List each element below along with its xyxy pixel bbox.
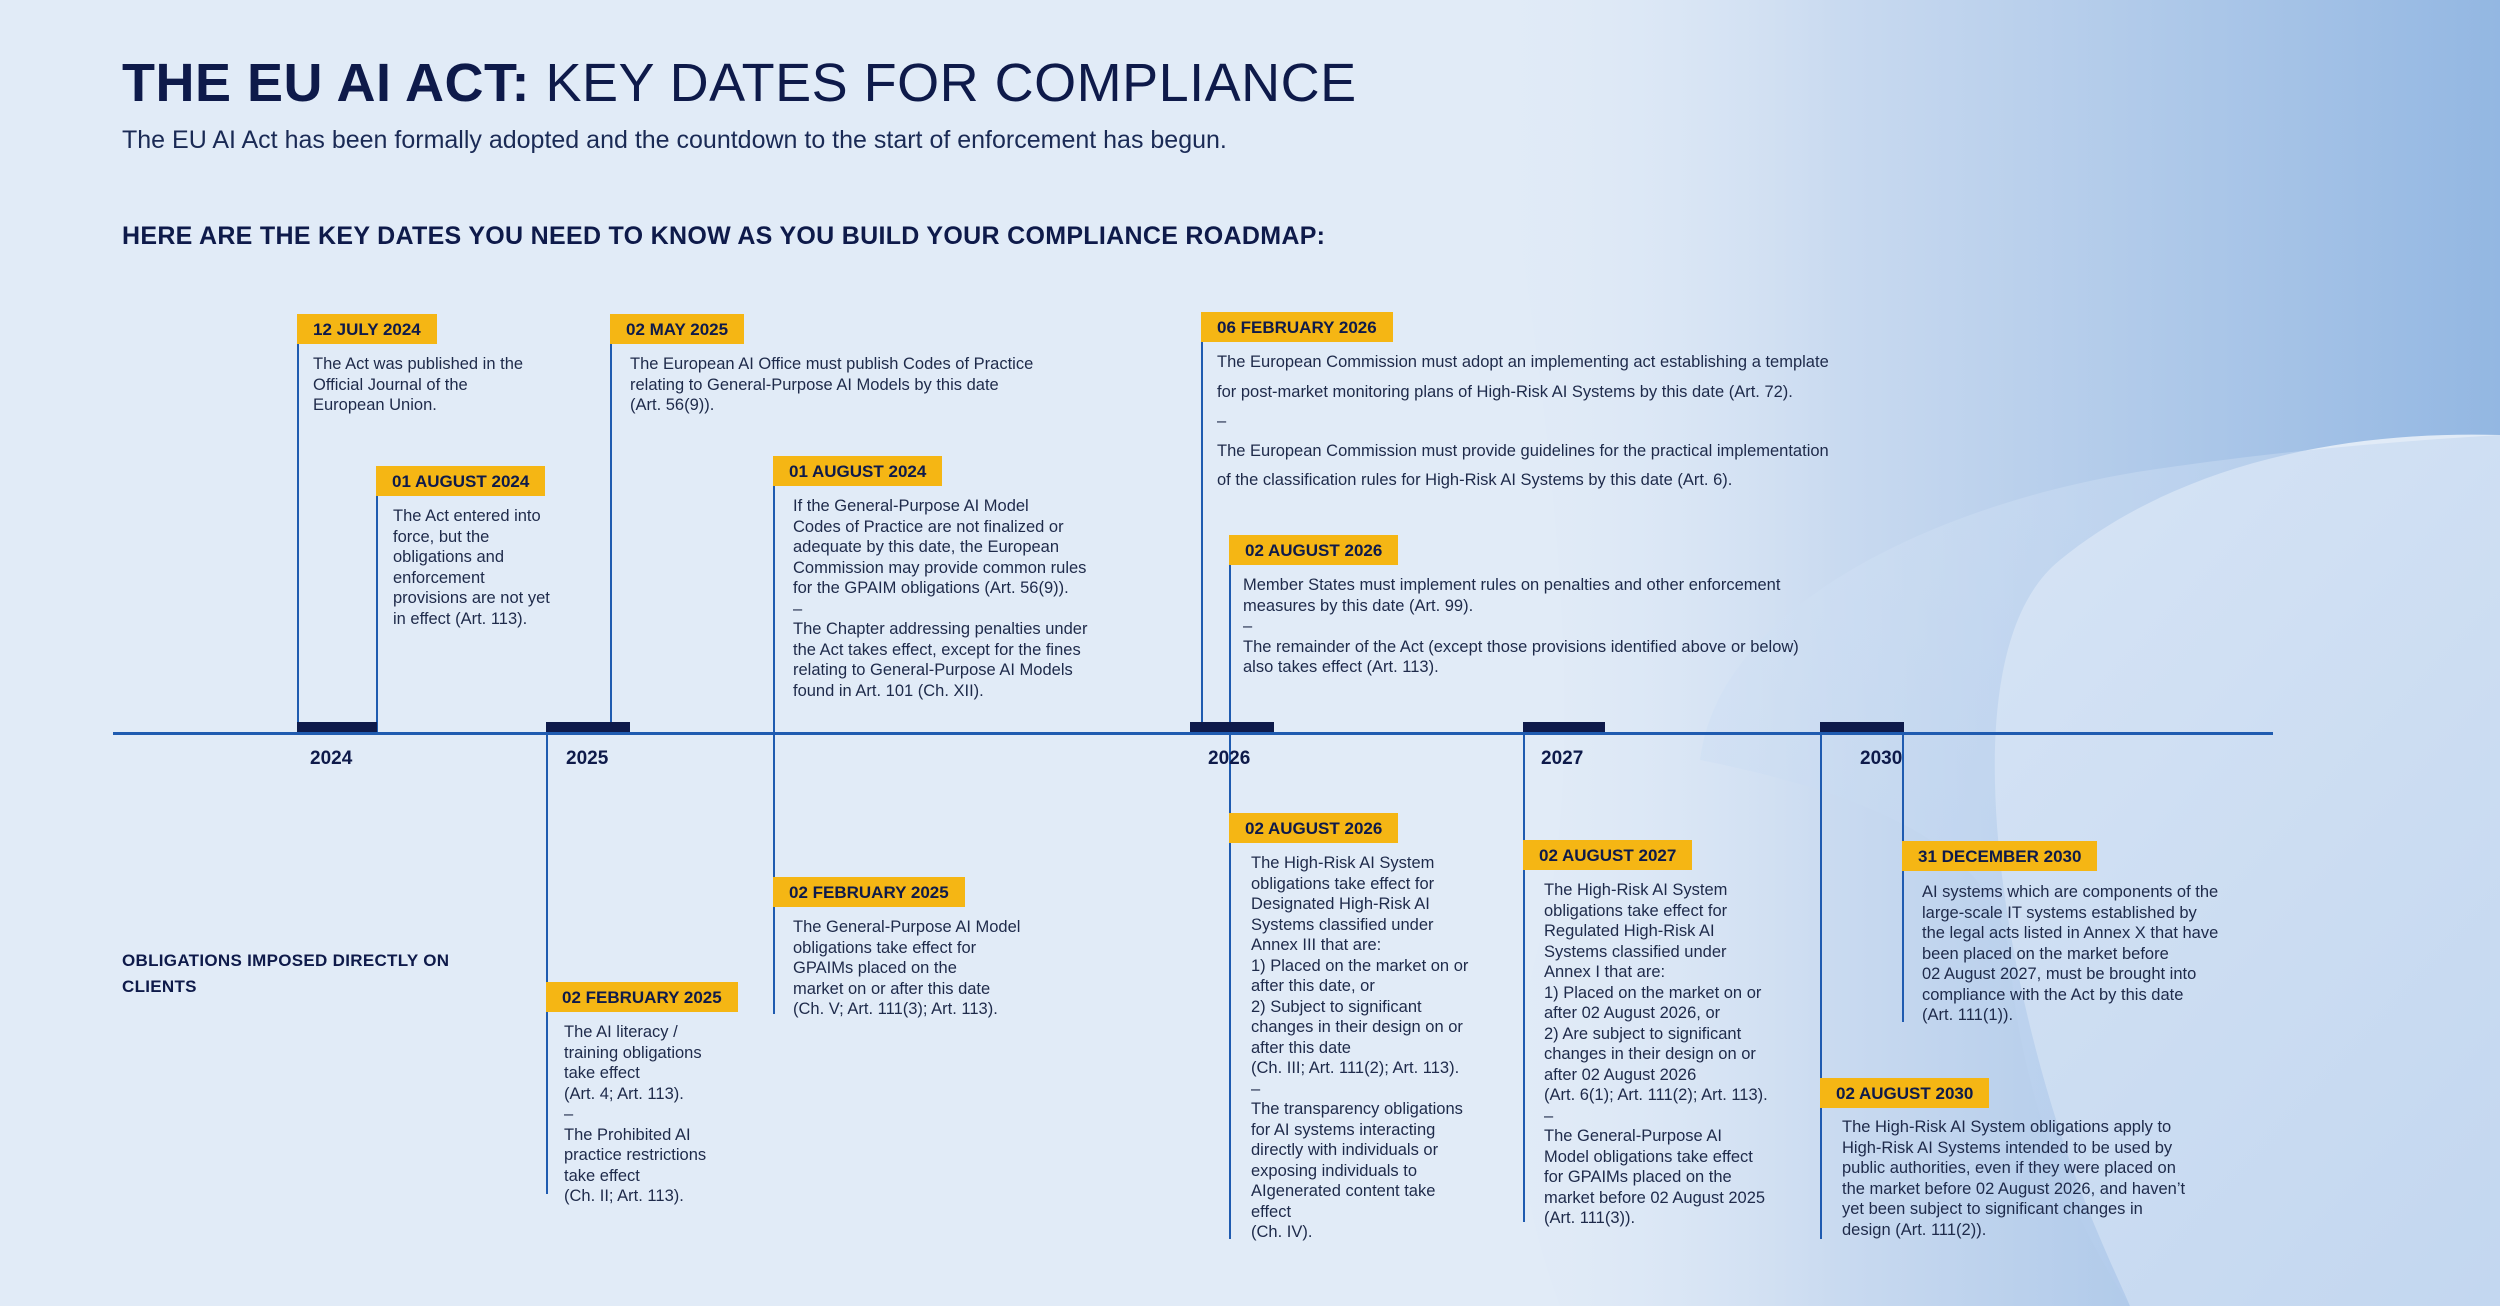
year-marker-2025 <box>546 722 630 732</box>
page-title: THE EU AI ACT: KEY DATES FOR COMPLIANCE <box>122 53 1357 113</box>
connector-line <box>1902 734 1904 1022</box>
milestone-date-tag: 06 FEBRUARY 2026 <box>1201 312 1393 342</box>
milestone-date-tag: 02 AUGUST 2030 <box>1820 1078 1989 1108</box>
milestone-date-tag: 02 FEBRUARY 2025 <box>546 982 738 1012</box>
milestone-description: The European AI Office must publish Codes of Practice relating to General-Purpose AI Models by this date (Art. 56(9)). <box>630 355 1034 414</box>
milestone-date-tag: 31 DECEMBER 2030 <box>1902 841 2097 871</box>
year-marker-2026 <box>1190 722 1274 732</box>
year-label: 2027 <box>1541 748 1584 769</box>
milestone-description: The High-Risk AI System obligations take effect for Regulated High-Risk AI Systems classified under Annex I that are: 1) Placed on the market on or after 02 August 2026, or 2) Are subject to significant changes in their design on or after 02 August 2026 (Art. 6(1); Art. 111(2); Art. 113). – The General-Purpose AI Model obligations take effect for GPAIMs placed on the market before 02 August 2025 (Art. 111(3)). <box>1544 881 1768 1227</box>
milestone-date-tag: 02 AUGUST 2027 <box>1523 840 1692 870</box>
connector-line <box>1229 734 1231 1239</box>
page-subtitle: The EU AI Act has been formally adopted and the countdown to the start of enforcement has begun. <box>122 126 1227 154</box>
milestone-description: The High-Risk AI System obligations take effect for Designated High-Risk AI Systems classified under Annex III that are: 1) Placed on the market on or after this date, or 2) Subject to significant changes in their design on or after this date (Ch. III; Art. 111(2); Art. 113). – The transparency obligations for AI systems interacting directly with individuals or exposing individuals to AIgenerated content take effect (Ch. IV). <box>1251 854 1469 1241</box>
year-marker-2027 <box>1523 722 1605 732</box>
milestone-date-tag: 01 AUGUST 2024 <box>376 466 545 496</box>
connector-line <box>610 314 612 734</box>
connector-line <box>773 456 775 734</box>
connector-line <box>546 734 548 1194</box>
connector-line <box>1201 312 1203 734</box>
year-marker-2024 <box>297 722 377 732</box>
connector-line <box>297 314 299 734</box>
milestone-description: The AI literacy / training obligations take effect (Art. 4; Art. 113). – The Prohibited AI practice restrictions take effect (Ch. II; Art. 113). <box>564 1023 707 1205</box>
milestone-description: Member States must implement rules on penalties and other enforcement measures by this date (Art. 99). – The remainder of the Act (except those provisions identified above or below) also takes effect (Art. 113). <box>1243 576 1799 676</box>
year-label: 2030 <box>1860 748 1903 769</box>
milestone-date-tag: 01 AUGUST 2024 <box>773 456 942 486</box>
section-heading: HERE ARE THE KEY DATES YOU NEED TO KNOW AS YOU BUILD YOUR COMPLIANCE ROADMAP: <box>122 222 1326 250</box>
milestone-description: The Act entered into force, but the obligations and enforcement provisions are not yet in effect (Art. 113). <box>393 507 550 628</box>
connector-line <box>376 466 378 734</box>
connector-line <box>773 734 775 1014</box>
year-marker-2030 <box>1820 722 1904 732</box>
timeline-axis <box>113 732 2273 735</box>
milestone-date-tag: 12 JULY 2024 <box>297 314 437 344</box>
milestone-description: The Act was published in the Official Journal of the European Union. <box>313 355 524 414</box>
milestone-date-tag: 02 AUGUST 2026 <box>1229 813 1398 843</box>
milestone-description: If the General-Purpose AI Model Codes of Practice are not finalized or adequate by this date, the European Commission may provide common rules for the GPAIM obligations (Art. 56(9)). – The Chapter addressing penalties under the Act takes effect, except for the fines relating to General-Purpose AI Models found in Art. 101 (Ch. XII). <box>793 497 1088 700</box>
milestone-description: The General-Purpose AI Model obligations take effect for GPAIMs placed on the market on or after this date (Ch. V; Art. 111(3); Art. 113). <box>793 918 1021 1018</box>
milestone-description: AI systems which are components of the large-scale IT systems established by the legal acts listed in Annex X that have been placed on the market before 02 August 2027, must be brought into compliance with the Act by this date (Art. 111(1)). <box>1922 883 2219 1024</box>
year-label: 2025 <box>566 748 609 769</box>
milestone-date-tag: 02 MAY 2025 <box>610 314 744 344</box>
clients-obligations-label: OBLIGATIONS IMPOSED DIRECTLY ON CLIENTS <box>122 951 450 996</box>
year-label: 2024 <box>310 748 353 769</box>
year-label: 2026 <box>1208 748 1251 769</box>
milestone-description: The High-Risk AI System obligations apply to High-Risk AI Systems intended to be used by public authorities, even if they were placed on the market before 02 August 2026, and haven’t yet been subject to significant changes in design (Art. 111(2)). <box>1842 1118 2186 1239</box>
milestone-description: The European Commission must adopt an implementing act establishing a template for post-market monitoring plans of High-Risk AI Systems by this date (Art. 72). – The European Commission must provide guidelines for the practical implementation of the classification rules for High-Risk AI Systems by this date (Art. 6). <box>1217 353 1829 489</box>
milestone-date-tag: 02 AUGUST 2026 <box>1229 535 1398 565</box>
milestone-date-tag: 02 FEBRUARY 2025 <box>773 877 965 907</box>
connector-line <box>1523 734 1525 1222</box>
